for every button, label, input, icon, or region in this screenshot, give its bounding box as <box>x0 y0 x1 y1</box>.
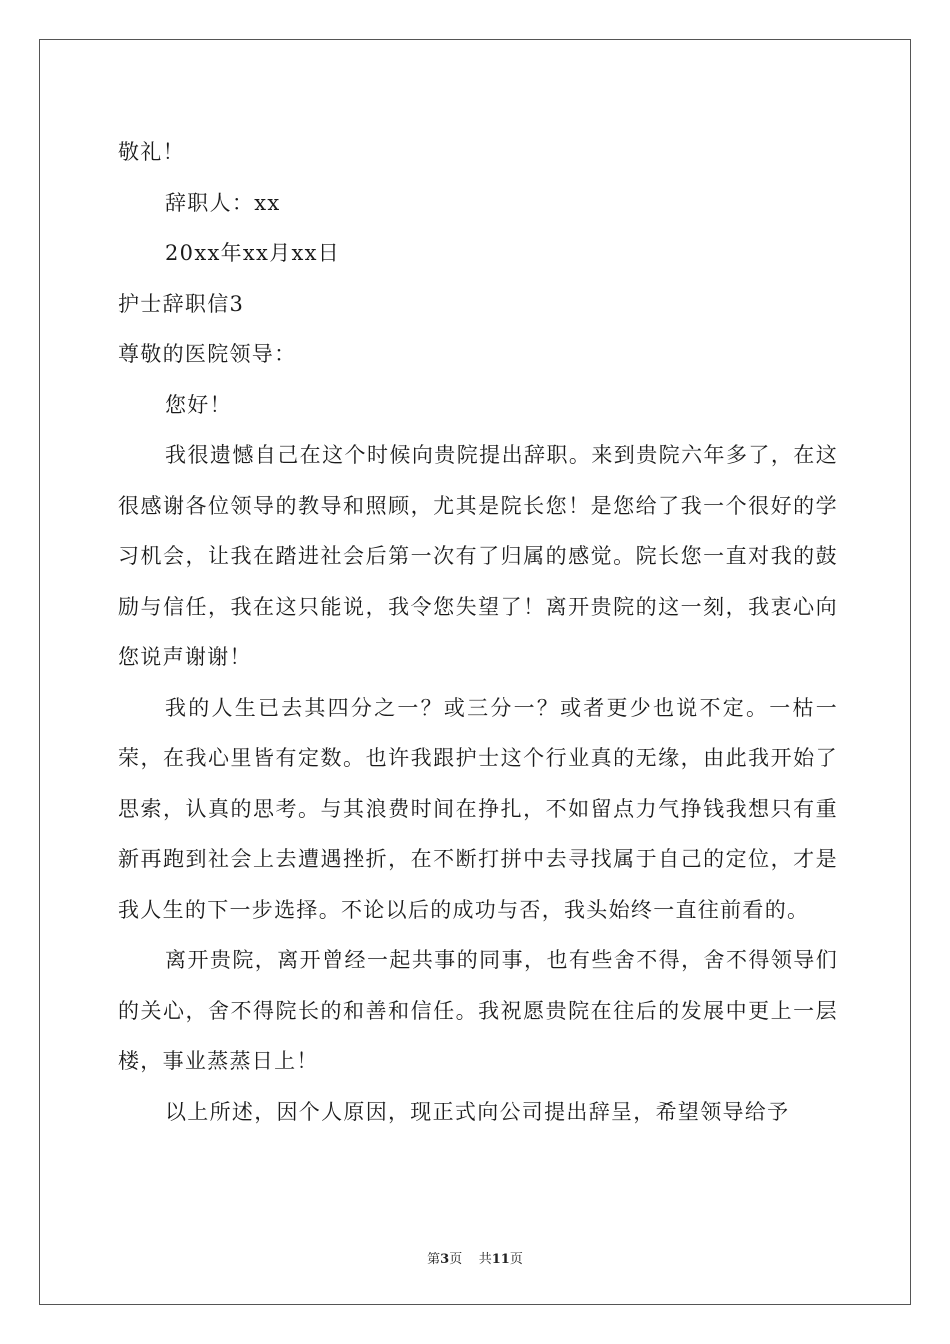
body-paragraph-2: 我的人生已去其四分之一？或三分一？或者更少也说不定。一枯一荣，在我心里皆有定数。也许我跟护士这个行业真的无缘，由此我开始了思索，认真的思考。与其浪费时间在挣扎，不如留点力气挣钱我想只有重新再跑到社会上去遭遇挫折，在不断打拼中去寻找属于自己的定位，才是我人生的下一步选择。不论以后的成功与否，我头始终一直往前看的。 <box>118 695 838 922</box>
letter-title: 护士辞职信3 <box>118 291 245 316</box>
signer-line: 辞职人：xx <box>165 190 281 215</box>
closing-line: 敬礼！ <box>118 140 185 164</box>
body-paragraph-4: 以上所述，因个人原因，现正式向公司提出辞呈，希望领导给予 <box>165 1099 790 1124</box>
page-footer <box>0 1248 950 1267</box>
page-total-label: 共11页 <box>478 1252 523 1267</box>
body-paragraph-3: 离开贵院，离开曾经一起共事的同事，也有些舍不得，舍不得领导们的关心，舍不得院长的和善和信任。我祝愿贵院在往后的发展中更上一层楼，事业蒸蒸日上！ <box>118 948 838 1073</box>
page-number-label: 第3页 <box>427 1252 463 1267</box>
current-page-number: 3 <box>440 1252 450 1267</box>
salutation-line: 尊敬的医院领导： <box>118 342 297 366</box>
total-page-number: 11 <box>491 1252 510 1267</box>
document-body <box>118 127 838 1137</box>
body-paragraph-1: 我很遗憾自己在这个时候向贵院提出辞职。来到贵院六年多了，在这很感谢各位领导的教导和照顾，尤其是院长您！是您给了我一个很好的学习机会，让我在踏进社会后第一次有了归属的感觉。院长您一直对我的鼓励与信任，我在这只能说，我令您失望了！离开贵院的这一刻，我衷心向您说声谢谢！ <box>118 443 838 669</box>
greeting-line: 您好！ <box>165 392 232 417</box>
date-line: 20xx年xx月xx日 <box>165 241 341 265</box>
